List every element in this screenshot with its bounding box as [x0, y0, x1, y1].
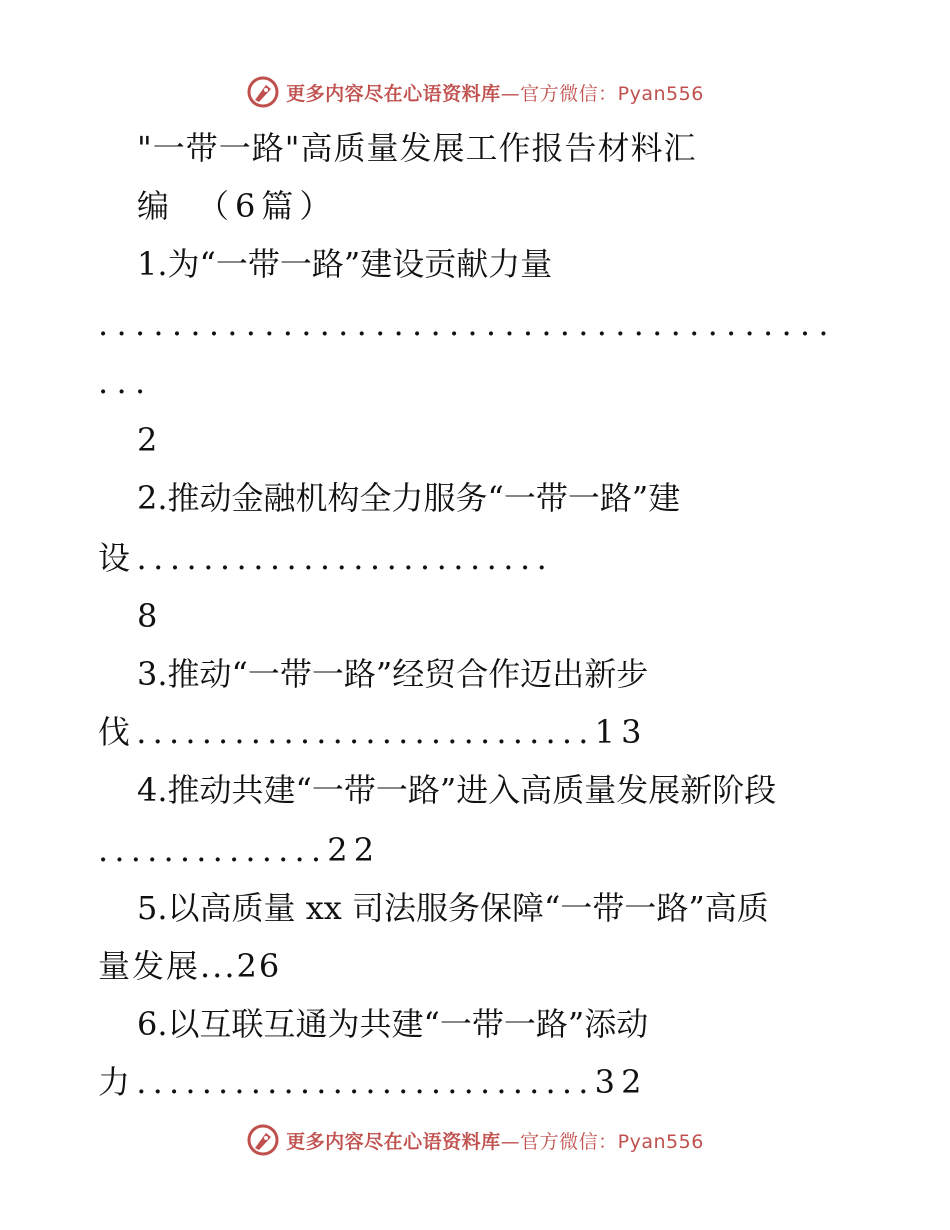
pen-nib-logo-icon — [246, 1123, 280, 1157]
toc-item-4-cont: ..............22 — [98, 831, 381, 869]
toc-item-4-title: 4.推动共建“一带一路”进入高质量发展新阶段 — [137, 771, 777, 809]
toc-item-2-cont: 设......................... — [98, 539, 554, 577]
toc-item-6-title: 6.以互联互通为共建“一带一路”添动 — [137, 1005, 649, 1043]
toc-item-2-title: 2.推动金融机构全力服务“一带一路”建 — [137, 479, 681, 517]
toc-item-3-cont: 伐............................13 — [98, 713, 648, 751]
footer-watermark — [0, 1118, 950, 1162]
toc-item-3-title: 3.推动“一带一路”经贸合作迈出新步 — [137, 655, 649, 693]
watermark-sub-text: —官方微信：Pyan556 — [500, 82, 704, 105]
watermark-sub-text: —官方微信：Pyan556 — [500, 1130, 704, 1153]
toc-item-1-dots: ........................................ — [98, 305, 837, 343]
toc-item-1-page: 2 — [137, 421, 158, 459]
watermark-main-text: 更多内容尽在心语资料库 — [286, 82, 501, 105]
watermark-main-text: 更多内容尽在心语资料库 — [286, 1130, 501, 1153]
toc-item-1-dots-cont: ... — [98, 363, 154, 401]
toc-item-5-title: 5.以高质量 xx 司法服务保障“一带一路”高质 — [137, 889, 769, 927]
toc-item-1-title: 1.为“一带一路”建设贡献力量 — [137, 245, 553, 283]
header-watermark — [0, 70, 950, 114]
toc-item-5-cont: 量发展...26 — [98, 947, 282, 985]
pen-nib-logo-icon — [246, 75, 280, 109]
doc-title-line1: "一带一路"高质量发展工作报告材料汇 — [137, 129, 697, 167]
doc-title-line2: 编 （6篇） — [137, 187, 338, 225]
toc-item-2-page: 8 — [137, 597, 158, 635]
toc-item-6-cont: 力............................32 — [98, 1063, 648, 1101]
